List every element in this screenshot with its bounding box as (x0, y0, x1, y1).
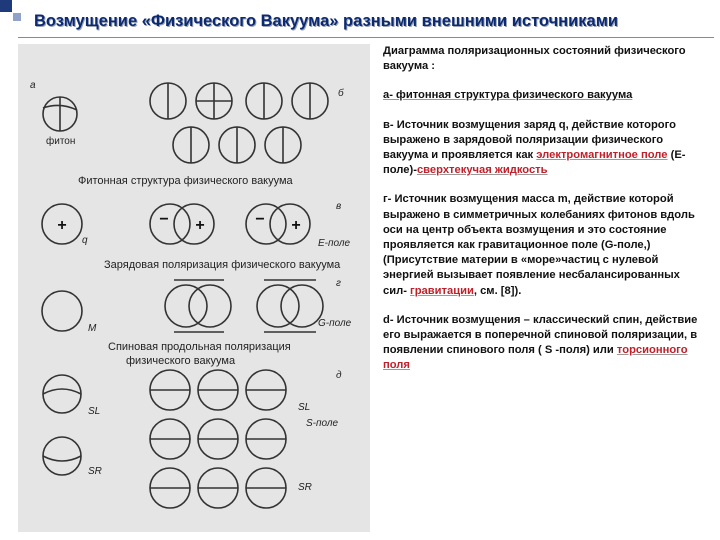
minus-sign: − (159, 211, 169, 228)
gravitation-highlight: гравитации (410, 284, 474, 297)
label-s-field: S-поле (306, 418, 339, 429)
caption-spin-line2: физического вакуума (126, 355, 236, 367)
label-e-field: E-поле (318, 238, 351, 249)
label-sl: SL (88, 406, 101, 417)
caption-charge: Зарядовая поляризация физического вакуума (104, 259, 341, 271)
label-a: а (30, 80, 36, 91)
label-g: г (336, 278, 341, 289)
superfluid-highlight: сверхтекучая жидкость (416, 164, 548, 177)
torsion-field-highlight: торсионного поля (383, 344, 688, 372)
label-sl-right: SL (298, 402, 311, 413)
plus-sign: + (291, 217, 301, 234)
item-a: а- фитонная структура физического вакуума (383, 89, 633, 102)
caption-fiton: Фитонная структура физического вакуума (78, 175, 293, 187)
label-m: M (88, 323, 97, 334)
intro-text: Диаграмма поляризационных состояний физического вакуума : (383, 45, 686, 73)
label-fiton: фитон (46, 136, 76, 147)
em-field-highlight: электромагнитное поле (536, 149, 668, 162)
label-sr-right: SR (298, 482, 312, 493)
label-v: в (336, 201, 342, 212)
label-sr: SR (88, 466, 102, 477)
label-g-field: G-поле (318, 318, 352, 329)
label-b: б (338, 88, 344, 99)
item-g: г- Источник возмущения масса m, действие которой выражено в симметричных колебаниях фитонов вдоль оси на центр объекта возмущения и это состояние проявляется как гравитационное поле (G-поле,) (Присутствие материи в «море»частиц с нулевой энергией вызывает появление несбалансированных сил- гравитации, см. [8]). (383, 193, 695, 297)
item-d: d- Источник возмущения – классический спин, действие его выражается в поперечной спиновой поляризации, в появлении спинового поля ( S -поля) или торсионного поля (383, 313, 698, 372)
plus-sign: + (57, 217, 67, 234)
polarization-diagram (18, 44, 370, 532)
label-d: д (336, 370, 342, 381)
description-column (383, 44, 705, 388)
slide-title: Возмущение «Физического Вакуума» разными внешними источниками (34, 12, 619, 30)
title-divider (18, 37, 714, 38)
decorative-square-small (13, 13, 21, 21)
caption-spin-line1: Спиновая продольная поляризация (108, 341, 291, 353)
plus-sign: + (195, 217, 205, 234)
decorative-square-large (0, 0, 12, 12)
minus-sign: − (255, 211, 265, 228)
item-v: в- Источник возмущения заряд q, действие которого выражено в зарядовой поляризации физического вакуума и проявляется как электромагнитное поле (Е-поле)-сверхтекучая жидкость (383, 118, 686, 177)
label-q: q (82, 235, 88, 246)
spin-polarization-grid (150, 370, 286, 508)
